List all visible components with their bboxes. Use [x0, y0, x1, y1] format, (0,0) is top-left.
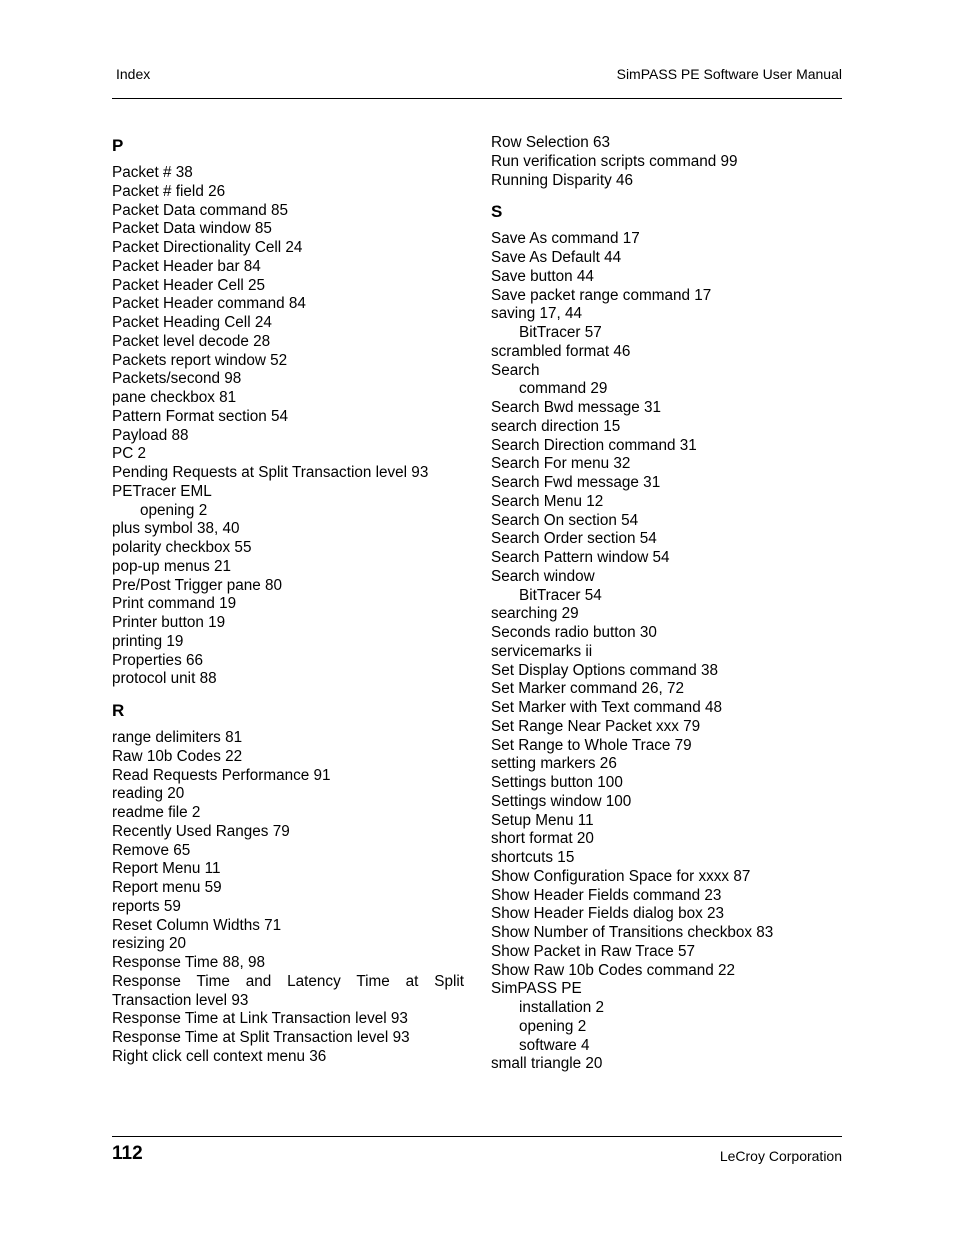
index-entry: Pre/Post Trigger pane 80	[112, 576, 283, 594]
index-entry: range delimiters 81	[112, 729, 243, 746]
index-column-right	[491, 134, 843, 1074]
index-entry: Show Header Fields dialog box 23	[491, 905, 724, 923]
index-entry: Show Raw 10b Codes command 22	[491, 961, 736, 979]
index-entry: protocol unit 88	[112, 670, 217, 688]
index-entry: Recently Used Ranges 79	[112, 822, 290, 840]
index-entry: Seconds radio button 30	[491, 624, 657, 641]
index-entry: resizing 20	[112, 935, 186, 953]
index-entry: Set Marker with Text command 48	[491, 699, 722, 716]
index-entry: Read Requests Performance 91	[112, 766, 331, 784]
index-entry: Search Bwd message 31	[491, 399, 662, 416]
index-entry: Pattern Format section 54	[112, 407, 288, 425]
index-entry: PETracer EML	[112, 482, 212, 500]
index-entry: SimPASS PE	[491, 980, 582, 998]
index-entry: Search Fwd message 31	[491, 474, 661, 491]
index-entry: search direction 15	[491, 417, 621, 435]
index-entry: Response Time at Link Transaction level 93	[112, 1010, 408, 1028]
index-subentry: opening 2	[140, 501, 208, 519]
index-entry: Show Header Fields command 23	[491, 886, 722, 904]
index-letter-p: P	[112, 136, 124, 155]
index-entry: readme file 2	[112, 804, 201, 821]
index-subentry: command 29	[519, 380, 608, 398]
index-entry: Print command 19	[112, 595, 237, 613]
index-column-left	[112, 134, 464, 1067]
index-entry: Response Time at Split Transaction level 93	[112, 1029, 410, 1046]
index-entry: Packet # field 26	[112, 182, 226, 200]
index-entry: reports 59	[112, 897, 181, 915]
index-entry: Packet Heading Cell 24	[112, 314, 272, 331]
index-entry: Setup Menu 11	[491, 811, 594, 829]
index-entry: Pending Requests at Split Transaction level 93	[112, 464, 429, 481]
index-entry: Set Marker command 26, 72	[491, 680, 684, 698]
index-entry: Packet # 38	[112, 164, 193, 181]
index-entry: Search Direction command 31	[491, 436, 697, 454]
index-entry: Right click cell context menu 36	[112, 1047, 327, 1065]
index-entry: Packet level decode 28	[112, 332, 271, 350]
section-gap	[112, 689, 464, 699]
index-entry: Show Packet in Raw Trace 57	[491, 942, 696, 960]
index-entry: scrambled format 46	[491, 342, 631, 360]
index-subentry: BitTracer 57	[519, 324, 602, 341]
index-entry: Report menu 59	[112, 879, 222, 896]
index-entry: printing 19	[112, 632, 184, 650]
index-entry: Save button 44	[491, 267, 594, 285]
index-entry: Search Pattern window 54	[491, 549, 670, 566]
index-entry: Show Configuration Space for xxxx 87	[491, 867, 751, 885]
index-entry: Save As command 17	[491, 230, 640, 248]
footer-company: LeCroy Corporation	[719, 1148, 842, 1164]
index-subentry: BitTracer 54	[519, 586, 602, 604]
index-entry: plus symbol 38, 40	[112, 520, 240, 538]
index-entry: Settings window 100	[491, 792, 632, 810]
footer-divider	[112, 1136, 842, 1137]
index-entry: Run verification scripts command 99	[491, 152, 738, 170]
index-entry: Printer button 19	[112, 614, 226, 631]
index-entry: Packet Header bar 84	[112, 257, 261, 275]
index-entry: Search For menu 32	[491, 455, 631, 473]
index-entry: Running Disparity 46	[491, 171, 633, 189]
index-entry: Set Range to Whole Trace 79	[491, 736, 692, 754]
index-entry: Save As Default 44	[491, 249, 622, 266]
index-entry-wrapped: Response Time and Latency Time at Split	[112, 972, 464, 990]
index-entry: Response Time 88, 98	[112, 954, 266, 971]
index-entry: PC 2	[112, 445, 147, 463]
header-section-title: Index	[116, 66, 151, 82]
index-entry: Packets/second 98	[112, 370, 242, 388]
index-entry: small triangle 20	[491, 1055, 603, 1073]
index-entry: searching 29	[491, 605, 579, 623]
header-divider	[112, 98, 842, 99]
index-subentry: software 4	[519, 1036, 590, 1054]
index-letter-r: R	[112, 701, 125, 720]
index-entry: Raw 10b Codes 22	[112, 747, 243, 765]
index-entry: Packet Header command 84	[112, 295, 306, 313]
index-entry: setting markers 26	[491, 755, 617, 773]
index-entry: shortcuts 15	[491, 849, 575, 866]
index-entry: saving 17, 44	[491, 305, 582, 323]
index-entry: Packet Directionality Cell 24	[112, 239, 303, 256]
index-entry: Search Menu 12	[491, 492, 604, 510]
page-number: 112	[112, 1143, 143, 1164]
index-entry: Packets report window 52	[112, 351, 288, 369]
index-entry: servicemarks ii	[491, 642, 593, 660]
index-entry: Packet Data window 85	[112, 220, 272, 238]
index-entry: Packet Header Cell 25	[112, 276, 266, 294]
index-entry: reading 20	[112, 785, 185, 803]
index-entry: Packet Data command 85	[112, 201, 289, 219]
index-entry-continuation: Transaction level 93	[112, 991, 249, 1009]
index-entry: Search On section 54	[491, 511, 639, 529]
index-letter-s: S	[491, 202, 503, 222]
index-entry: Row Selection 63	[491, 134, 611, 151]
index-entry: short format 20	[491, 830, 594, 848]
index-entry: pane checkbox 81	[112, 389, 237, 406]
index-subentry: opening 2	[519, 1017, 587, 1035]
index-entry: Remove 65	[112, 841, 191, 859]
index-entry: pop-up menus 21	[112, 557, 232, 575]
index-entry: Payload 88	[112, 426, 189, 444]
index-entry: Reset Column Widths 71	[112, 916, 282, 934]
index-entry: Settings button 100	[491, 774, 623, 791]
index-entry: polarity checkbox 55	[112, 539, 252, 556]
index-entry: Set Display Options command 38	[491, 661, 719, 679]
index-entry: Set Range Near Packet xxx 79	[491, 717, 701, 735]
section-gap	[491, 190, 843, 200]
index-entry: Search window	[491, 567, 595, 585]
index-entry: Search	[491, 361, 540, 379]
header-manual-title: SimPASS PE Software User Manual	[616, 66, 842, 82]
index-entry: Show Number of Transitions checkbox 83	[491, 924, 774, 941]
index-subentry: installation 2	[519, 999, 605, 1016]
index-entry: Save packet range command 17	[491, 286, 712, 304]
index-entry: Search Order section 54	[491, 530, 657, 548]
index-entry: Properties 66	[112, 651, 203, 669]
index-entry: Report Menu 11	[112, 860, 221, 878]
